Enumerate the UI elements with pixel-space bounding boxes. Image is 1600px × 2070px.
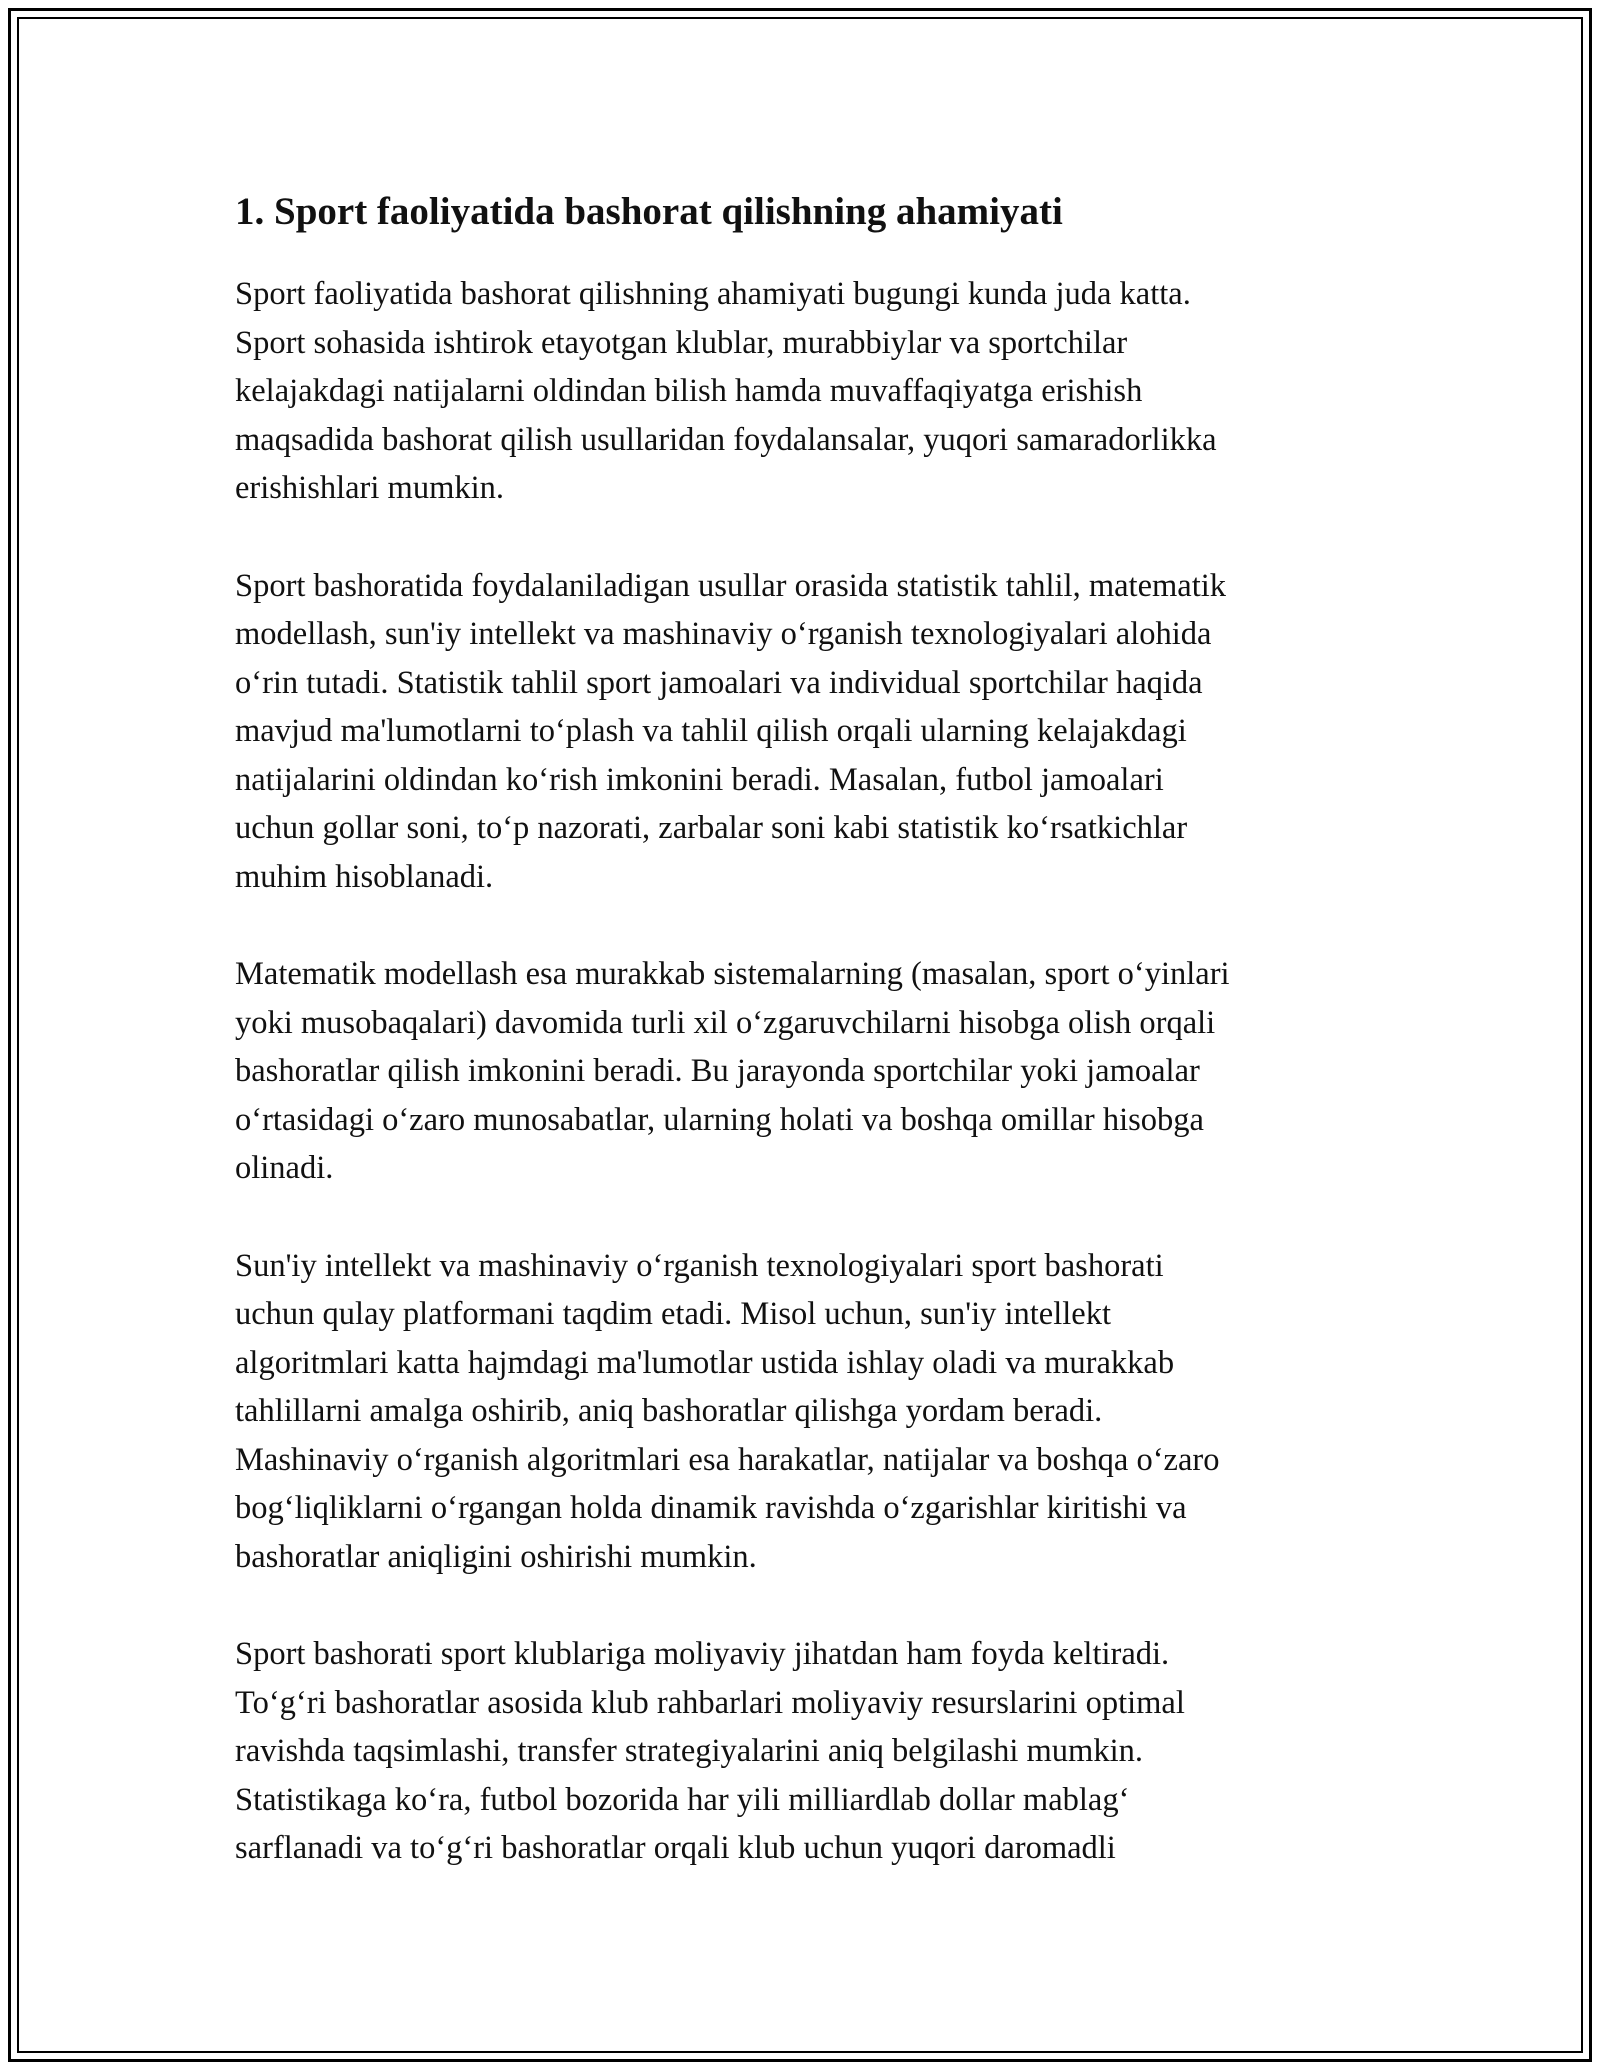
- text-line: Matematik modellash esa murakkab sistemalarning (masalan, sport o‘yinlari: [235, 956, 1230, 992]
- text-line: bashoratlar qilish imkonini beradi. Bu jarayonda sportchilar yoki jamoalar: [235, 1053, 1200, 1089]
- text-line: To‘g‘ri bashoratlar asosida klub rahbarlari moliyaviy resurslarini optimal: [235, 1684, 1185, 1721]
- text-line: Sport sohasida ishtirok etayotgan klublar, murabbiylar va sportchilar: [235, 324, 1128, 361]
- text-line: Sport faoliyatida bashorat qilishning ahamiyati bugungi kunda juda katta.: [235, 276, 1191, 312]
- text-line: bashoratlar aniqligini oshirishi mumkin.: [235, 1538, 757, 1575]
- text-line: olinadi.: [235, 1150, 334, 1186]
- text-line: erishishlari mumkin.: [235, 470, 504, 506]
- text-line: mavjud ma'lumotlarni to‘plash va tahlil qilish orqali ularning kelajakdagi: [235, 713, 1187, 749]
- document-body: [235, 186, 1385, 1922]
- text-line: Mashinaviy o‘rganish algoritmlari esa harakatlar, natijalar va boshqa o‘zaro: [235, 1441, 1220, 1478]
- paragraph-2: [235, 562, 1385, 902]
- text-line: Sun'iy intellekt va mashinaviy o‘rganish texnologiyalari sport bashorati: [235, 1247, 1164, 1284]
- paragraph-4: [235, 1242, 1385, 1582]
- text-line: Sport bashorati sport klublariga moliyaviy jihatdan ham foyda keltiradi.: [235, 1636, 1170, 1672]
- text-line: sarflanadi va to‘g‘ri bashoratlar orqali klub uchun yuqori daromadli: [235, 1830, 1116, 1866]
- text-line: muhim hisoblanadi.: [235, 858, 494, 895]
- text-line: maqsadida bashorat qilish usullaridan foydalansalar, yuqori samaradorlikka: [235, 421, 1217, 458]
- paragraph-5: [235, 1630, 1385, 1873]
- text-line: Statistikaga ko‘ra, futbol bozorida har yili milliardlab dollar mablag‘: [235, 1781, 1130, 1818]
- text-line: ravishda taqsimlashi, transfer strategiyalarini aniq belgilashi mumkin.: [235, 1733, 1143, 1769]
- text-line: Sport bashoratida foydalaniladigan usullar orasida statistik tahlil, matematik: [235, 567, 1227, 604]
- text-line: modellash, sun'iy intellekt va mashinaviy o‘rganish texnologiyalari alohida: [235, 616, 1212, 652]
- text-line: kelajakdagi natijalarni oldindan bilish hamda muvaffaqiyatga erishish: [235, 373, 1143, 409]
- text-line: tahlillarni amalga oshirib, aniq bashoratlar qilishga yordam beradi.: [235, 1393, 1103, 1429]
- text-line: uchun qulay platformani taqdim etadi. Misol uchun, sun'iy intellekt: [235, 1296, 1111, 1332]
- paragraph-3: [235, 950, 1385, 1193]
- text-line: o‘rtasidagi o‘zaro munosabatlar, ularning holati va boshqa omillar hisobga: [235, 1101, 1204, 1138]
- text-line: bog‘liqliklarni o‘rgangan holda dinamik ravishda o‘zgarishlar kiritishi va: [235, 1490, 1187, 1526]
- text-line: yoki musobaqalari) davomida turli xil o‘zgaruvchilarni hisobga olish orqali: [235, 1004, 1216, 1041]
- text-line: algoritmlari katta hajmdagi ma'lumotlar ustida ishlay oladi va murakkab: [235, 1344, 1175, 1381]
- text-line: uchun gollar soni, to‘p nazorati, zarbalar soni kabi statistik ko‘rsatkichlar: [235, 810, 1188, 846]
- text-line: natijalarini oldindan ko‘rish imkonini beradi. Masalan, futbol jamoalari: [235, 761, 1164, 798]
- paragraph-1: [235, 270, 1385, 513]
- section-heading: 1. Sport faoliyatida bashorat qilishning ahamiyati: [235, 190, 1063, 233]
- text-line: o‘rin tutadi. Statistik tahlil sport jamoalari va individual sportchilar haqida: [235, 664, 1203, 701]
